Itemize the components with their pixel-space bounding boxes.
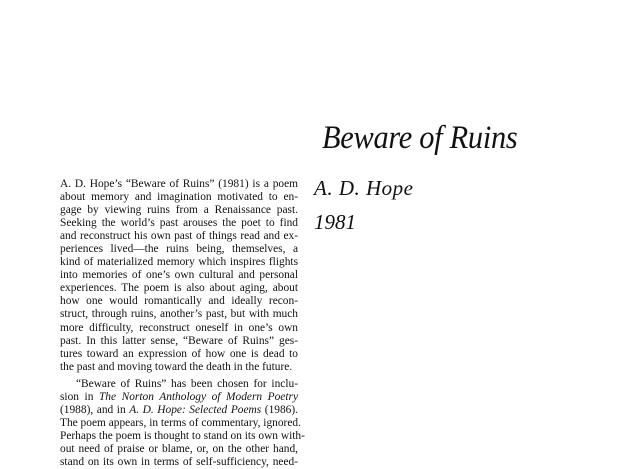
- text-line: more difficulty, reconstruct oneself in one’s own: [60, 321, 298, 334]
- page-title: Beware of Ruins: [322, 120, 518, 156]
- text-line: [60, 391, 298, 404]
- body-column: [60, 178, 305, 469]
- author-name: A. D. Hope: [314, 176, 414, 200]
- text-line: the past and moving toward the death in the future.: [60, 360, 293, 373]
- text-line: Perhaps the poem is thought to stand on its own with-: [60, 429, 305, 442]
- text-segment: (1986).: [261, 403, 298, 416]
- text-line: how one would romantically and ideally recon-: [60, 295, 298, 308]
- text-line: periences lived—the ruins being, themselves, a: [60, 243, 298, 256]
- text-line: stand on its own in terms of self-sufficiency, need-: [60, 455, 298, 468]
- text-line: about memory and imagination motivated to en-: [60, 191, 298, 204]
- text-line: Seeking the world’s past arouses the poet to find: [60, 217, 298, 230]
- text-line: A. D. Hope’s “Beware of Ruins” (1981) is a poem: [60, 178, 298, 190]
- paragraph-2: [60, 377, 305, 469]
- text-segment: sion in: [60, 390, 99, 403]
- text-line: kind of materialized memory which inspires flights: [60, 256, 298, 269]
- text-line: and reconstruct his own past of things read and ex-: [60, 230, 298, 243]
- text-line: tures toward an expression of how one is dead to: [60, 347, 298, 360]
- text-line: “Beware of Ruins” has been chosen for inclu-: [76, 377, 298, 390]
- text-line: struct, through ruins, another’s past, but with much: [60, 308, 298, 321]
- book-title: A. D. Hope: Selected Poems: [129, 403, 262, 416]
- publication-year: 1981: [314, 210, 356, 234]
- text-line: [60, 404, 298, 417]
- text-line: experiences. The poem is also about aging, about: [60, 282, 298, 295]
- text-line: past. In this latter sense, “Beware of Ruins” ges-: [60, 334, 298, 347]
- paragraph-1: [60, 178, 298, 374]
- text-line: gage by viewing ruins from a Renaissance past.: [60, 204, 298, 217]
- text-line: out need of praise or blame, or, on the other hand,: [60, 442, 298, 455]
- text-segment: (1988), and in: [60, 403, 130, 416]
- text-line: The poem appears, in terms of commentary, ignored.: [60, 416, 301, 429]
- book-title: The Norton Anthology of Modern Poetry: [98, 390, 298, 403]
- text-line: into memories of one’s own cultural and personal: [60, 269, 298, 282]
